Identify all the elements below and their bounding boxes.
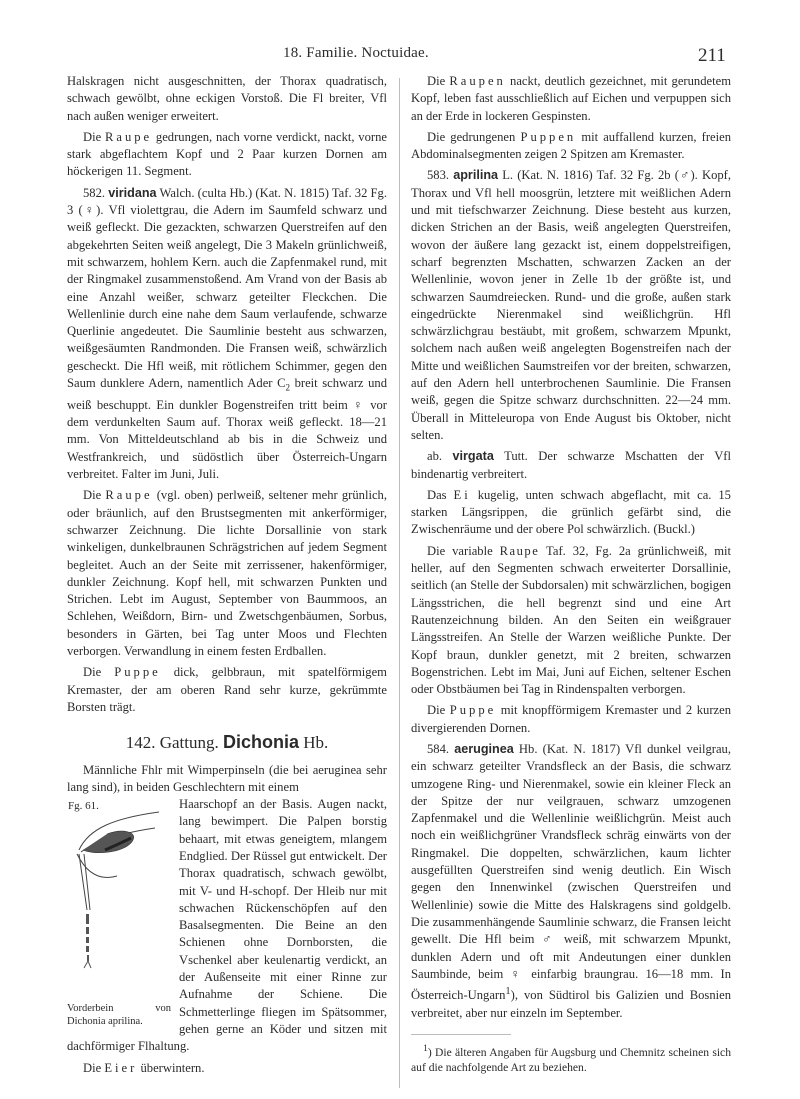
term-raupe: Raupe: [104, 129, 153, 144]
term-raupen: Raupen: [449, 74, 506, 88]
running-head-title: 18. Familie. Noctuidae.: [283, 45, 429, 61]
figure-number: Fg. 61.: [68, 800, 99, 813]
paragraph-raupe-viridana: Die Raupe (vgl. oben) perlweiß, seltener mehr grünlich, oder bräunlich, auf den Brustsegmenten mit ankerförmiger, schwarzer Zeichnung. Die lichte Dorsallinie von stark winkeligen, dunkelbraunen Schrägstrichen auf jedem Segment begleitet. Auch an der Seite mit zerrissener, hakenförmiger, dunkler Zeichnung. Kopf hell, mit schwarzen Punkten und Strichen. Lebt im August, September von Baummoos, an Schlehen, Weißdorn, Birn- und Zwetschgenbäumen, Sorbus, besonders in Gärten, bei Tag unter Moos und Flechten verborgen. Verwandlung in einem festen Erdballen.: [67, 488, 387, 659]
foreleg-illustration: [67, 810, 167, 996]
genus-description-body: Haarschopf an der Basis. Augen nackt, lang bewimpert. Die Palpen borstig behaart, mit etwas geneigtem, mlangem Endglied. Der Rüssel gut entwickelt. Der Thorax quadratisch, schwach gewölbt, mit V- und H-schopf. Der Hleib nur mit schwachen Rückenschöpfen auf den Basalsegmenten. Die Beine an den Schienen ohne Dornborsten, die Vschenkel aber keulenartig verdickt, an der Außenseite mit einer Rinne zur Aufnahme der Schiene. Die Schmetterlinge fliegen im Spätsommer, gehen gerne an Köder und sitzen mit dachförmiger Flhaltung.: [67, 797, 387, 1054]
genus-description-wrap: [67, 796, 387, 1055]
paragraph-raupen: Die Raupen nackt, deutlich gezeichnet, mit gerundetem Kopf, leben fast ausschließlich auf Eichen und verpuppen sich an der Erde in lockeren Gespinsten.: [411, 74, 731, 123]
paragraph-raupe-aprilina: Die variable Raupe Taf. 32, Fg. 2a grünlichweiß, mit heller, auf den Segmenten schwach erweiterter Dorsallinie, seitlich (an Stelle der Subdorsalen) mit schwärzlichen, bogigen Längsstrichen, die hell begrenzt sind und eine Art Rautenzeichnung bilden. An den Seiten ein weißgrauer Längsstreifen. An Stelle der Warzen weißliche Punkte. Der Kopf braun, dunkler genetzt, mit 2 breiten, schwarzen Bogenstrichen. Lebt im Mai, Juni auf Eichen, seltener Eschen oder Obstbäumen bei Tag in Rindenspalten verborgen.: [411, 543, 731, 697]
genus-name: Dichonia: [222, 732, 299, 753]
paragraph-puppe-viridana: Die Puppe dick, gelbbraun, mit spatelförmigem Kremaster, der am oberen Rand sehr kurze, gekrümmte Borsten trägt.: [67, 665, 387, 714]
genus-description-head: Männliche Fhlr mit Wimperpinseln (die bei aeruginea sehr lang sind), in beiden Geschlechtern mit einem: [67, 762, 387, 794]
paragraph-puppen: Die gedrungenen Puppen mit auffallend kurzen, freien Abdominalsegmenten zeigen 2 Spitzen am Kremaster.: [411, 129, 732, 162]
footnote-rule: [411, 1034, 511, 1035]
right-column: [411, 73, 731, 1075]
footnote-ref: 1: [505, 986, 511, 998]
paragraph: Halskragen nicht ausgeschnitten, der Thorax quadratisch, schwach gewölbt, ohne eckigen Vorstoß. Die Fl breiter, Vfl nach außen weniger erweitert.: [67, 74, 387, 123]
term-raupe: Raupe: [105, 488, 153, 503]
aberration-virgata: ab. virgata Tutt. Der schwarze Mschatten der Vfl bindenartig verbreitert.: [411, 449, 731, 481]
term-puppe: Puppe: [449, 703, 497, 718]
running-head: [0, 41, 800, 71]
paragraph-puppe-aprilina: Die Puppe mit knopfförmigem Kremaster und 2 kurzen divergierenden Dornen.: [411, 703, 731, 735]
term-eier: Eier: [104, 1060, 138, 1075]
figure-61: [67, 798, 169, 1029]
term-ei: Ei: [453, 487, 471, 502]
species-entry-582: 582. viridana Walch. (culta Hb.) (Kat. N. 1815) Taf. 32 Fg. 3 (♀). Vfl violettgrau, die Adern im Saumfeld schwarz und weiß gefleckt. Die gezackten, schwarzen Querstreifen auf den abgekehrten Seiten weiß angelegt, Die 3 Makeln grünlichweiß, mit schwarzem, hohlem Kern. auch die Zapfenmakel rund, mit der Ringmakel zusammenstoßend. Am Vrand von der Basis ab eine Anzahl weißer, schwarz geteilter Fleckchen. Die Wellenlinie durch eine nahe dem Saum verlaufende, schwarze Querlinie angedeutet. Die Saumlinie besteht aus schwarzen, weißgesäumten Randmonden. Die Fransen weiß, schwärzlich gescheckt. Die Hfl weiß, mit rötlichem Schimmer, gegen den Saum dunklere Adern, namentlich Ader $C_2$ breit schwarz und weiß beschuppt. Ein dunkler Bogenstreifen tritt beim ♀ vor dem verdunkelten Saum auf. Thorax weiß gefleckt. 18—21 mm. Von Mitteldeutschland ab bis in die Schweiz und Westfrankreich, und südöstlich über Österreich-Ungarn verbreitet. Falter im Juni, Juli.: [67, 185, 387, 482]
paragraph-eier: Die Eier überwintern.: [83, 1060, 205, 1075]
species-entry-584: 584. aeruginea Hb. (Kat. N. 1817) Vfl dunkel veilgrau, ein schwarz geteilter Vrandsfleck an der Basis, die schwarz umzogene Ring- und Nierenmakel, sowie ein kleiner Fleck an der Spitze der nur veilgrauen, schwarz umzogenen Zapfenmakel und die Wellenlinie weißlichgrün. Meist auch noch ein weißlichgrüner Vrandsfleck schräg einwärts von der Ringmakel. Die doppelten, schwärzlichen, kaum lichter ausgefüllten Querstreifen sind wenig deutlich. Ein Wisch gegen den Innenwinkel (zwischen Querstreifen und Wellenlinie) sowie die Mitte des Halskragens sind goldgelb. Die zusammenhängende Saumlinie schwarz, die Fransen leicht gewellt. Die Hfl beim ♂ weiß, mit schwarzem Mpunkt, dunklen Adern und oft mit Andeutungen einer dunklen Saumbinde, beim ♀ einfarbig braungrau. 16—18 mm. In Österreich-Ungarn$^1$), von Südtirol bis Galizien und Bosnien verbreitet, aber nur einzeln im September.: [411, 741, 731, 1020]
term-puppen: Puppen: [520, 129, 577, 144]
species-name-viridana: viridana: [108, 185, 157, 200]
footnote: $^1$) Die älteren Angaben für Augsburg und Chemnitz scheinen sich auf die nachfolgende Art zu beziehen.: [411, 1042, 731, 1074]
left-column: [67, 73, 387, 1077]
genus-heading: 142. Gattung. Dichonia Hb.: [125, 732, 329, 753]
term-raupe: Raupe: [499, 543, 540, 558]
column-divider: [399, 78, 400, 1088]
species-name-aeruginea: aeruginea: [454, 741, 514, 756]
paragraph-raupe: Die Raupe gedrungen, nach vorne verdickt, nackt, vorne stark abgeflachtem Kopf und 2 Paar kurzen Dornen am höckerigen 11. Segment.: [67, 129, 387, 179]
species-name-aprilina: aprilina: [453, 168, 499, 183]
species-entry-583: 583. aprilina L. (Kat. N. 1816) Taf. 32 Fg. 2b (♂). Kopf, Thorax und Vfl hell moosgrün, letztere mit weißlichen Adern und mit tiefschwarzer Zeichnung. Diese besteht aus kurzen, dicken Strichen an der Basis, weiß angelegten Querstreifen, wovon der äußere lang gezackt ist, einem doppelstreifigen, scharf begrenzten Mschatten, schwarzen Zacken an der Wellenlinie, wovon jener in Zelle 1b der größte ist, und schwarzen Saumdreiecken. Rund- und die große, außen stark eingedrückte Nierenmakel sind weißlichgrün. Hfl schwärzlichgrau bestäubt, mit großem, schwarzem Mpunkt, solchem nach außen weiß angelegten Bogenstreifen nach der Mitte und weißlichen Saumstreifen vor der breiten, schwarzen, auf den Adern hell unterbrochenen Saumlinie. Die Fransen weiß, gegen die Spitze schwarz durchschnitten. 22—24 mm. Überall in Mitteleuropa von Ende August bis Oktober, nicht selten.: [411, 168, 732, 442]
term-puppe: Puppe: [114, 665, 161, 680]
figure-caption: Vorderbein von Dichonia aprilina.: [67, 1003, 171, 1028]
page-number: 211: [698, 45, 726, 66]
aberration-name-virgata: virgata: [452, 449, 494, 464]
paragraph-ei: Das Ei kugelig, unten schwach abgeflacht, mit ca. 15 starken Längsrippen, die grünlich gefärbt sind, die Zwischenräume und der obere Pol schwärzlich. (Buckl.): [411, 487, 731, 537]
